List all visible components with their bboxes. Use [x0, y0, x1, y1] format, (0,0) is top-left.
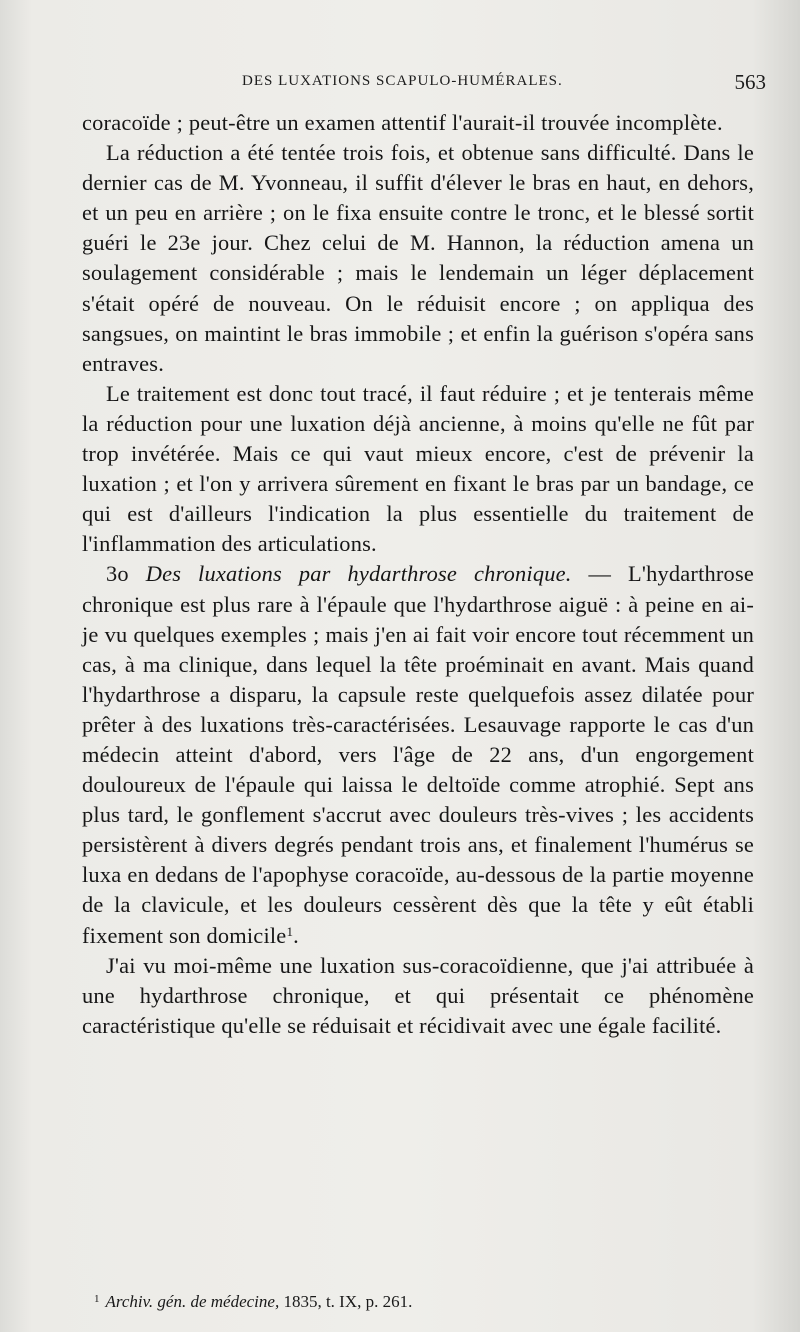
- paragraph-3: [82, 379, 754, 560]
- page-header: [82, 70, 766, 96]
- paragraph-2: [82, 138, 754, 379]
- paragraph-2-text: La réduction a été tentée trois fois, et obtenue sans difficulté. Dans le dernier cas de M. Yvonneau, il suffit d'élever le bras en haut, en dehors, et un peu en arrière ; on le fixa ensuite contre le tronc, et le blessé sortit guéri le 23e jour. Chez celui de M. Hannon, la réduction amena un soulagement considérable ; mais le lendemain un léger déplacement s'était opéré de nouveau. On le réduisit encore ; on appliqua des sangsues, on maintint le bras immobile ; et enfin la guérison s'opéra sans entraves.: [82, 140, 754, 376]
- paragraph-3-text: Le traitement est donc tout tracé, il faut réduire ; et je tenterais même la réduction pour une luxation déjà ancienne, à moins qu'elle ne fût par trop invétérée. Mais ce qui vaut mieux encore, c'est de prévenir la luxation ; et l'on y arrivera sûrement en fixant le bras par un bandage, ce qui est d'ailleurs l'indication la plus essentielle du traitement de l'inflammation des articulations.: [82, 380, 754, 557]
- paragraph-1-text: coracoïde ; peut-être un examen attentif l'aurait-il trouvée incomplète.: [82, 110, 723, 135]
- heading-dash: —: [571, 561, 628, 587]
- footnote-journal-title: Archiv. gén. de médecine,: [105, 1292, 280, 1311]
- body-text: [82, 108, 754, 1041]
- section-number: 3o: [106, 561, 129, 587]
- footnote-number: 1: [94, 1293, 100, 1305]
- footnote-citation: 1835, t. IX, p. 261.: [279, 1292, 413, 1311]
- paragraph-5-text: J'ai vu moi-même une luxation sus-coracoïdienne, que j'ai attribuée à une hydarthrose chronique, et qui présentait ce phénomène caractéristique qu'elle se réduisait et récidivait avec une égale facilité.: [82, 952, 754, 1038]
- footnote-reference: 1: [286, 923, 294, 939]
- paragraph-1: [82, 108, 754, 138]
- footnote: [94, 1292, 412, 1312]
- section-heading: Des luxations par hydarthrose chronique.: [145, 561, 572, 587]
- page-number: 563: [734, 70, 766, 94]
- paragraph-4-text: L'hydarthrose chronique est plus rare à l'épaule que l'hydarthrose aiguë : à peine en ai-je vu quelques exemples ; mais j'en ai fait voir encore tout récemment un cas, à ma clinique, dans lequel la tête proéminait en avant. Mais quand l'hydarthrose a disparu, la capsule reste quelquefois assez dilatée pour prêter à des luxations très-caractérisées. Lesauvage rapporte le cas d'un médecin atteint d'abord, vers l'âge de 22 ans, d'un engorgement douloureux de l'épaule qui laissa le deltoïde comme atrophié. Sept ans plus tard, le gonflement s'accrut avec douleurs très-vives ; les accidents persistèrent à divers degrés pendant trois ans, et finalement l'humérus se luxa en dedans de l'apophyse coracoïde, au-dessous de la partie moyenne de la clavicule, et les douleurs cessèrent dès que la tête y eût établi fixement son domicile: [82, 561, 754, 948]
- running-head: DES LUXATIONS SCAPULO-HUMÉRALES.: [242, 73, 563, 89]
- paragraph-4: [82, 559, 754, 950]
- paragraph-5: [82, 951, 754, 1041]
- paragraph-4-tail: .: [293, 922, 299, 948]
